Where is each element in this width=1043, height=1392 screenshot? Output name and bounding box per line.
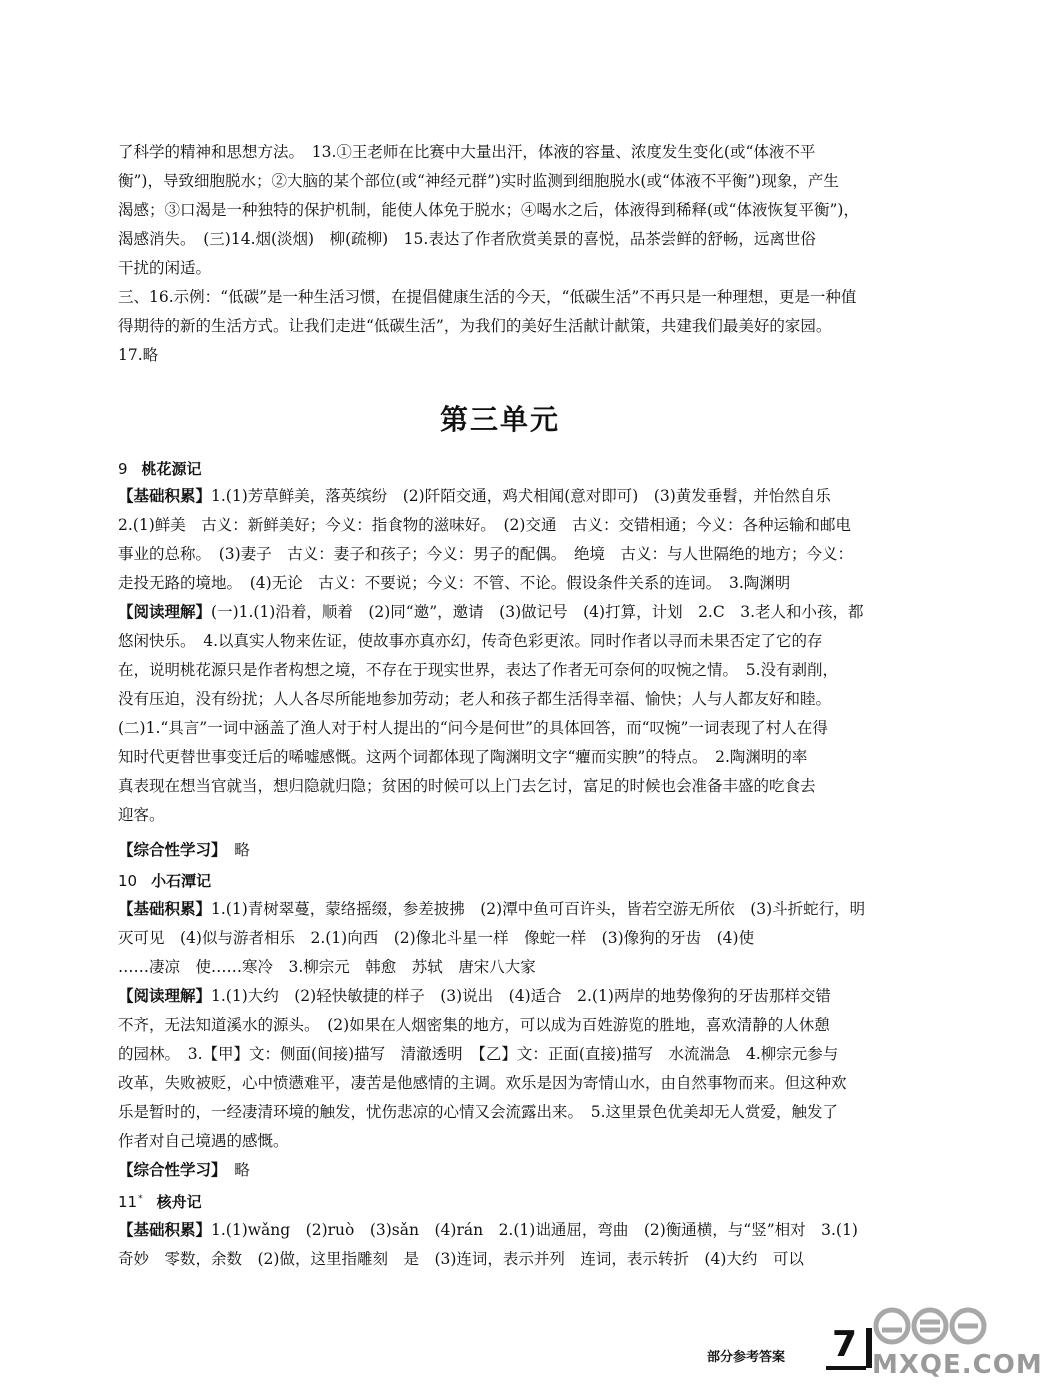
text-line: 灭可见 (4)似与游者相乐 2.(1)向西 (2)像北斗星一样 像蛇一样 (3)像狗的牙齿 (4)使	[118, 929, 755, 947]
text-line: 奇妙 零数，余数 (2)做，这里指雕刻 是 (3)连词，表示并列 连词，表示转折 (4)大约 可以	[118, 1250, 804, 1268]
lesson-number	[118, 1193, 143, 1211]
lesson-10-comprehensive	[118, 1156, 888, 1185]
text-line: 没有压迫，没有纷扰；人人各尽所能地参加劳动；老人和孩子都生活得幸福、愉快；人与人都友好和睦。	[118, 690, 832, 708]
text-line: 三、16.示例：“低碳”是一种生活习惯，在提倡健康生活的今天，“低碳生活”不再只是一种理想，更是一种值	[118, 288, 857, 306]
text-line: 在，说明桃花源只是作者构想之境，不存在于现实世界，表达了作者无可奈何的叹惋之情。 5.没有剥削，	[118, 661, 839, 679]
lesson-11-basic	[118, 1216, 888, 1274]
text-line	[118, 982, 888, 1011]
watermark-text: MXQE.COM	[872, 1350, 1043, 1380]
section-tag-comprehensive: 【综合性学习】	[118, 1161, 219, 1179]
text-line: 衡”)，导致细胞脱水；②大脑的某个部位(或“神经元群”)实时监测到细胞脱水(或“体液不平衡”)现象，产生	[118, 172, 839, 190]
text-line: 改革，失败被贬，心中愤懑难平，凄苦是他感情的主调。欢乐是因为寄情山水，由自然事物而来。但这种欢	[118, 1074, 847, 1092]
section-tag-reading: 【阅读理解】	[118, 603, 212, 621]
text-line: 悠闲快乐。 4.以真实人物来佐证，使故事亦真亦幻，传奇色彩更浓。同时作者以寻而未果否定了它的存	[118, 632, 823, 650]
prev-unit-answers	[118, 138, 888, 370]
text-fragment: (一)1.(1)沿着，顺着 (2)同“邀”，邀请 (3)做记号 (4)打算，计划 2.C 3.老人和小孩，都	[211, 603, 864, 621]
lesson-10-heading	[118, 870, 211, 891]
text-line	[118, 482, 888, 511]
text-line: 了科学的精神和思想方法。 13.①王老师在比赛中大量出汗，体液的容量、浓度发生变化(或“体液不平	[118, 143, 816, 161]
section-tag-basic: 【基础积累】	[118, 900, 212, 918]
text-line: 不齐，无法知道溪水的源头。 (2)如果在人烟密集的地方，可以成为百姓游览的胜地，喜欢清静的人休憩	[118, 1016, 830, 1034]
text-line: 干扰的闲适。	[118, 259, 212, 277]
text-line: 真表现在想当官就当，想归隐就归隐；贫困的时候可以上门去乞讨，富足的时候也会准备丰盛的吃食去	[118, 777, 816, 795]
lesson-title: 桃花源记	[141, 460, 202, 478]
text-line: 知时代更替世事变迁后的唏嘘感慨。这两个词都体现了陶渊明文字“癯而实腴”的特点。 2.陶渊明的率	[118, 748, 808, 766]
text-fragment: 略	[234, 1161, 250, 1179]
lesson-number: 9	[118, 460, 128, 478]
text-fragment: 1.(1)芳草鲜美，落英缤纷 (2)阡陌交通，鸡犬相闻(意对即可) (3)黄发垂髫，并怡然自乐	[211, 487, 831, 505]
text-line	[118, 1156, 888, 1185]
text-fragment: 略	[234, 841, 250, 859]
section-tag-basic: 【基础积累】	[118, 487, 212, 505]
lesson-10-basic	[118, 895, 888, 982]
text-line	[118, 1216, 888, 1245]
footer-label: 部分参考答案	[707, 1350, 786, 1365]
section-tag-comprehensive: 【综合性学习】	[118, 841, 219, 859]
text-line: (二)1.“具言”一词中涵盖了渔人对于村人提出的“问今是何世”的具体回答，而“叹惋”一词表现了村人在得	[118, 719, 828, 737]
text-line: 17.略	[118, 346, 159, 364]
text-fragment: 1.(1)大约 (2)轻快敏捷的样子 (3)说出 (4)适合 2.(1)两岸的地势像狗的牙齿那样交错	[211, 987, 831, 1005]
lesson-9-heading	[118, 458, 202, 479]
lesson-9-comprehensive	[118, 836, 888, 865]
page-number-box	[826, 1322, 872, 1370]
text-fragment: 1.(1)青树翠蔓，蒙络摇缀，参差披拂 (2)潭中鱼可百许头，皆若空游无所依 (3)斗折蛇行，明	[211, 900, 866, 918]
lesson-number: 10	[118, 872, 138, 890]
text-line: 渴感；③口渴是一种独特的保护机制，能使人体免于脱水；④喝水之后，体液得到稀释(或“体液恢复平衡”)，	[118, 201, 859, 219]
section-tag-reading: 【阅读理解】	[118, 987, 212, 1005]
text-line: 得期待的新的生活方式。让我们走进“低碳生活”，为我们的美好生活献计献策，共建我们最美好的家园。	[118, 317, 832, 335]
page-number: 7	[832, 1324, 858, 1365]
lesson-title: 小石潭记	[151, 872, 212, 890]
unit-title: 第三单元	[439, 403, 560, 436]
page-number-underline	[826, 1366, 866, 1370]
text-line	[118, 836, 888, 865]
lesson-title: 核舟记	[156, 1193, 202, 1211]
text-fragment: 11	[118, 1193, 138, 1211]
text-line: ……凄凉 使……寒冷 3.柳宗元 韩愈 苏轼 唐宋八大家	[118, 958, 536, 976]
text-line: 走投无路的境地。 (4)无论 古义：不要说；今义：不管、不论。假设条件关系的连词。 3.陶渊明	[118, 574, 791, 592]
text-line: 乐是暂时的，一经凄清环境的触发，忧伤悲凉的心情又会流露出来。 5.这里景色优美却无人赏爱，触发了	[118, 1103, 839, 1121]
lesson-9-reading	[118, 598, 888, 830]
lesson-10-reading	[118, 982, 888, 1156]
text-line: 事业的总称。 (3)妻子 古义：妻子和孩子；今义：男子的配偶。 绝境 古义：与人世隔绝的地方；今义：	[118, 545, 853, 563]
text-line	[118, 598, 888, 627]
optional-star: *	[138, 1194, 143, 1204]
section-tag-basic: 【基础积累】	[118, 1221, 212, 1239]
text-fragment: 1.(1)wǎng (2)ruò (3)sǎn (4)rán 2.(1)诎通屈，弯曲 (2)衡通横，与“竖”相对 3.(1)	[211, 1221, 858, 1239]
text-line	[118, 895, 888, 924]
lesson-11-heading	[118, 1191, 202, 1212]
lesson-9-basic	[118, 482, 888, 598]
text-line: 的园林。 3.【甲】文：侧面(间接)描写 清澈透明 【乙】文：正面(直接)描写 水流湍急 4.柳宗元参与	[118, 1045, 839, 1063]
text-line: 2.(1)鲜美 古义：新鲜美好；今义：指食物的滋味好。 (2)交通 古义：交错相通；今义：各种运输和邮电	[118, 516, 851, 534]
text-line: 作者对自己境遇的感慨。	[118, 1132, 289, 1150]
text-line: 渴感消失。 (三)14.烟(淡烟) 柳(疏柳) 15.表达了作者欣赏美景的喜悦，品茶尝鲜的舒畅，远离世俗	[118, 230, 816, 248]
text-line: 迎客。	[118, 806, 165, 824]
